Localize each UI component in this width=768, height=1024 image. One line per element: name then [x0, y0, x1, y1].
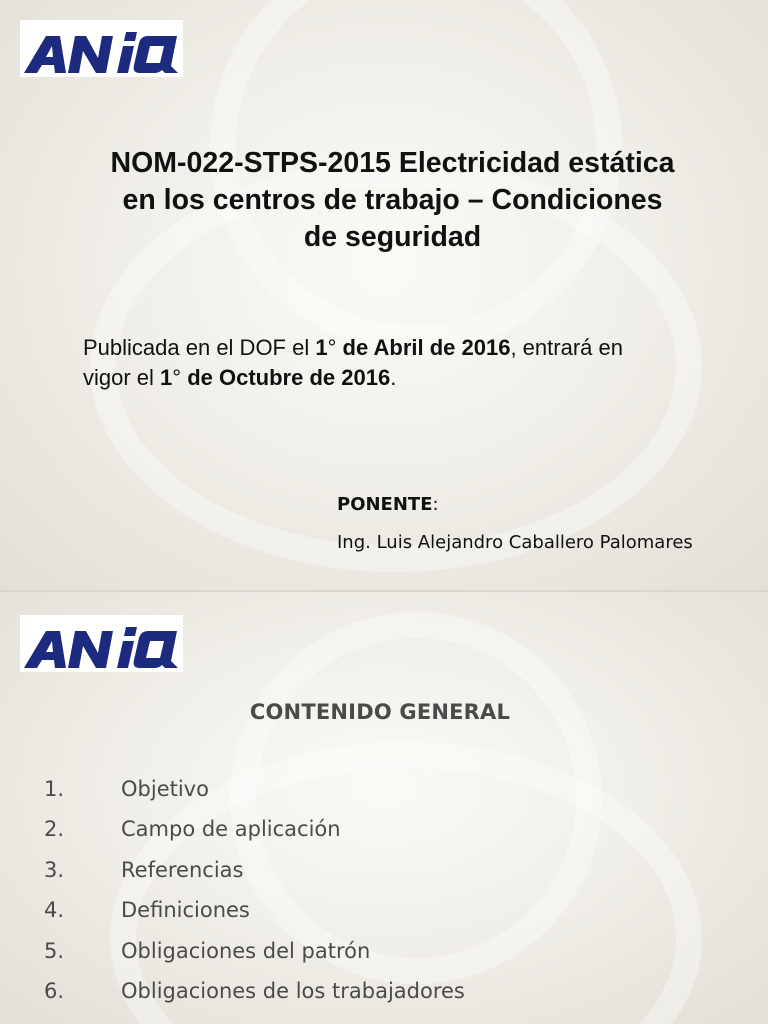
list-item-number: 4. — [44, 898, 65, 922]
speaker-label-colon: : — [432, 494, 439, 515]
publication-text: . — [390, 365, 397, 390]
title-line-3: de seguridad — [303, 221, 482, 253]
aniq-logo — [20, 615, 183, 672]
list-item-number: 2. — [44, 817, 65, 841]
list-item-label: Obligaciones del patrón — [121, 939, 371, 963]
speaker-label-text: PONENTE — [337, 494, 433, 515]
aniq-logo-icon — [20, 615, 183, 672]
aniq-logo — [20, 20, 183, 77]
publication-text: vigor el — [83, 365, 161, 390]
slide-title — [60, 145, 725, 256]
list-item-number: 1. — [44, 777, 65, 801]
list-item — [0, 979, 768, 1019]
list-item — [0, 898, 768, 938]
title-line-2: en los centros de trabajo – Condiciones — [122, 184, 663, 216]
effective-date-degree: ° — [172, 365, 182, 390]
list-item-label: Campo de aplicación — [121, 817, 341, 841]
publication-text: , entrará en — [510, 335, 623, 360]
list-item-label: Obligaciones de los trabajadores — [121, 979, 465, 1003]
list-item — [0, 939, 768, 979]
list-item-label: Referencias — [121, 858, 244, 882]
title-line-1: NOM-022-STPS-2015 Electricidad estática — [110, 147, 675, 179]
list-item-number: 6. — [44, 979, 65, 1003]
list-item-label: Definiciones — [121, 898, 250, 922]
list-item — [0, 817, 768, 857]
publication-date-degree: ° — [327, 335, 337, 360]
publication-line-1 — [83, 333, 723, 363]
speaker-name: Ing. Luis Alejandro Caballero Palomares — [337, 532, 693, 553]
list-item-number: 3. — [44, 858, 65, 882]
publication-info — [83, 333, 723, 393]
aniq-logo-icon — [20, 20, 183, 77]
section-title: CONTENIDO GENERAL — [249, 700, 511, 724]
speaker-label — [337, 494, 439, 515]
slide-2 — [0, 592, 768, 1024]
effective-date-day: 1 — [160, 365, 173, 390]
list-item-number: 5. — [44, 939, 65, 963]
list-item — [0, 858, 768, 898]
publication-date: de Abril de 2016 — [336, 335, 511, 360]
list-item — [0, 777, 768, 817]
publication-date-day: 1 — [315, 335, 328, 360]
list-item-label: Objetivo — [121, 777, 209, 801]
publication-text: Publicada en el DOF el — [83, 335, 316, 360]
publication-line-2 — [83, 363, 723, 393]
effective-date: de Octubre de 2016 — [181, 365, 391, 390]
